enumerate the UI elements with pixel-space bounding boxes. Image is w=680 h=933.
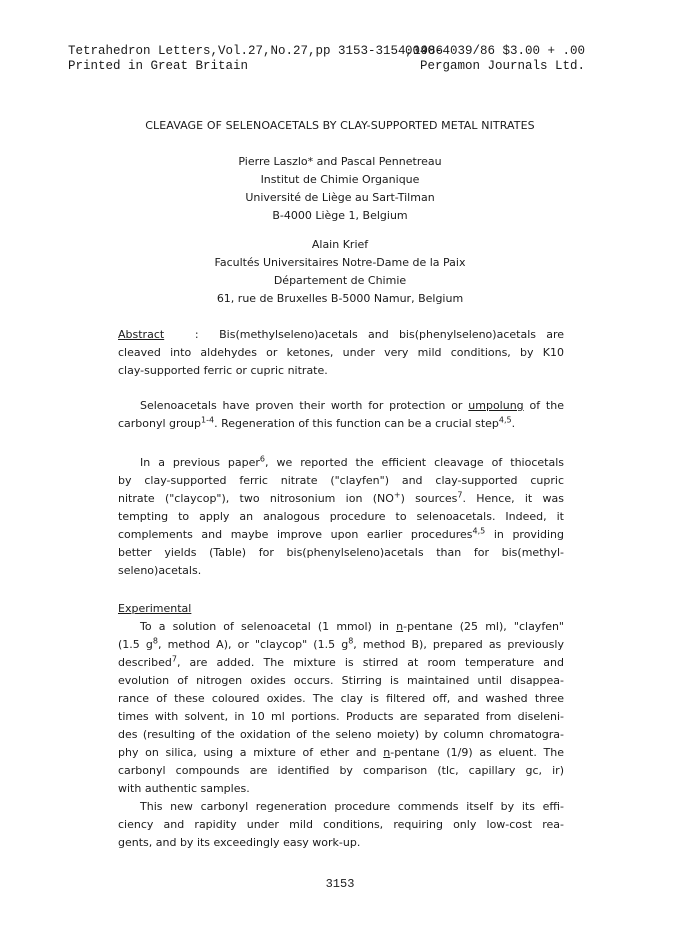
body-text: complements and maybe improve upon earlier procedures bbox=[118, 528, 473, 541]
university-name: Université de Liège au Sart-Tilman bbox=[245, 191, 435, 204]
issn-price: 0040-4039/86 $3.00 + .00 bbox=[404, 44, 585, 58]
intro-text: carbonyl group bbox=[118, 417, 202, 430]
previous-work-paragraph bbox=[118, 454, 564, 580]
intro-line-1 bbox=[118, 397, 564, 415]
body-text: described bbox=[118, 656, 172, 669]
previous-line-6: better yields (Table) for bis(phenylseleno)acetals than for bis(methyl- bbox=[118, 546, 564, 559]
department-name: Département de Chimie bbox=[273, 274, 407, 287]
author-names: Pierre Laszlo* and Pascal Pennetreau bbox=[238, 155, 442, 168]
experimental-line-7: des (resulting of the oxidation of the seleno moiety) by column chromatogra- bbox=[118, 728, 564, 741]
institute-name: Institut de Chimie Organique bbox=[260, 173, 420, 186]
experimental-line-4: evolution of nitrogen oxides occurs. Stirring is maintained until disappea- bbox=[118, 674, 564, 687]
body-text: . Hence, it was bbox=[462, 492, 564, 505]
faculty-name: Facultés Universitaires Notre-Dame de la Paix bbox=[214, 256, 466, 269]
intro-paragraph bbox=[118, 397, 564, 433]
body-text: nitrate ("claycop"), two nitrosonium ion (NO bbox=[118, 492, 394, 505]
body-text: (1.5 g bbox=[118, 638, 153, 651]
umpolung-term: umpolung bbox=[468, 399, 524, 412]
body-text: phy on silica, using a mixture of ether and bbox=[118, 746, 384, 759]
experimental-line-3 bbox=[118, 654, 564, 672]
experimental-line-10: with authentic samples. bbox=[118, 782, 250, 795]
experimental-line-12: ciency and rapidity under mild conditions, requiring only low-cost rea- bbox=[118, 818, 564, 831]
publisher-name: Pergamon Journals Ltd. bbox=[419, 59, 585, 73]
publisher-block bbox=[405, 44, 585, 74]
abstract-line-3: clay-supported ferric or cupric nitrate. bbox=[118, 364, 328, 377]
experimental-line-11: This new carbonyl regeneration procedure commends itself by its effi- bbox=[140, 800, 564, 813]
intro-text: of the bbox=[523, 399, 564, 412]
reference-marker: 7 bbox=[171, 654, 177, 664]
reference-marker: 4,5 bbox=[472, 526, 486, 536]
abstract-paragraph bbox=[118, 326, 564, 380]
printed-in: Printed in Great Britain bbox=[68, 59, 249, 73]
affiliation-address: 61, rue de Bruxelles B-5000 Namur, Belgium bbox=[216, 292, 464, 305]
experimental-line-1 bbox=[118, 618, 564, 636]
previous-line-1 bbox=[118, 454, 564, 472]
experimental-line-13: gents, and by its exceedingly easy work-up. bbox=[118, 836, 361, 849]
body-text: , method B), prepared as previously bbox=[353, 638, 564, 651]
body-text: To a solution of selenoacetal (1 mmol) in bbox=[140, 620, 397, 633]
reference-marker: 8 bbox=[348, 636, 354, 646]
reference-marker: 6 bbox=[259, 454, 265, 464]
experimental-line-6: times with solvent, in 10 ml portions. Products are separated from diseleni- bbox=[118, 710, 564, 723]
reference-marker: 7 bbox=[457, 490, 463, 500]
abstract-line-2: cleaved into aldehydes or ketones, under very mild conditions, by K10 bbox=[118, 346, 564, 359]
body-text: -pentane (25 ml), "clayfen" bbox=[403, 620, 564, 633]
previous-line-2: by clay-supported ferric nitrate ("clayfen") and clay-supported cupric bbox=[118, 474, 564, 487]
n-prefix: n bbox=[396, 620, 404, 633]
intro-text: Selenoacetals have proven their worth for protection or bbox=[140, 399, 469, 412]
journal-citation: Tetrahedron Letters,Vol.27,No.27,pp 3153-3154,1986 bbox=[68, 44, 444, 58]
intro-line-2 bbox=[118, 415, 564, 433]
abstract-text: Bis(methylseleno)acetals and bis(phenylseleno)acetals are bbox=[219, 328, 565, 341]
abstract-separator: : bbox=[194, 328, 199, 341]
body-text: , method A), or "claycop" (1.5 g bbox=[157, 638, 349, 651]
experimental-heading: Experimental bbox=[118, 602, 192, 615]
experimental-section bbox=[118, 600, 564, 852]
experimental-line-5: rance of these coloured oxides. The clay is filtered off, and washed three bbox=[118, 692, 564, 705]
body-text: in providing bbox=[485, 528, 564, 541]
reference-marker: 1-4 bbox=[201, 415, 215, 425]
page-number: 3153 bbox=[325, 877, 355, 891]
experimental-heading-line bbox=[118, 600, 564, 618]
previous-line-5 bbox=[118, 526, 564, 544]
author-affiliation-2 bbox=[0, 236, 680, 308]
experimental-line-8 bbox=[118, 744, 564, 762]
body-text: In a previous paper bbox=[140, 456, 260, 469]
abstract-label: Abstract bbox=[118, 328, 165, 341]
reference-marker: 8 bbox=[152, 636, 158, 646]
abstract-line-1 bbox=[118, 326, 564, 344]
intro-text: . bbox=[511, 417, 516, 430]
previous-line-7: seleno)acetals. bbox=[118, 564, 202, 577]
author-name: Alain Krief bbox=[311, 238, 369, 251]
body-text: -pentane (1/9) as eluent. The bbox=[390, 746, 565, 759]
intro-text: . Regeneration of this function can be a crucial step bbox=[214, 417, 499, 430]
body-text: ) sources bbox=[400, 492, 458, 505]
article-title: CLEAVAGE OF SELENOACETALS BY CLAY-SUPPORTED METAL NITRATES bbox=[145, 119, 535, 132]
previous-line-4: tempting to apply an analogous procedure to selenoacetals. Indeed, it bbox=[118, 510, 564, 523]
affiliation-address: B-4000 Liège 1, Belgium bbox=[272, 209, 408, 222]
superscript-charge: + bbox=[393, 490, 401, 500]
author-affiliation-1 bbox=[0, 153, 680, 225]
body-text: , we reported the efficient cleavage of thiocetals bbox=[265, 456, 564, 469]
experimental-line-2 bbox=[118, 636, 564, 654]
experimental-line-9: carbonyl compounds are identified by comparison (tlc, capillary gc, ir) bbox=[118, 764, 564, 777]
reference-marker: 4,5 bbox=[498, 415, 512, 425]
body-text: , are added. The mixture is stirred at room temperature and bbox=[176, 656, 564, 669]
journal-citation-block bbox=[68, 44, 443, 74]
n-prefix: n bbox=[383, 746, 391, 759]
previous-line-3 bbox=[118, 490, 564, 508]
